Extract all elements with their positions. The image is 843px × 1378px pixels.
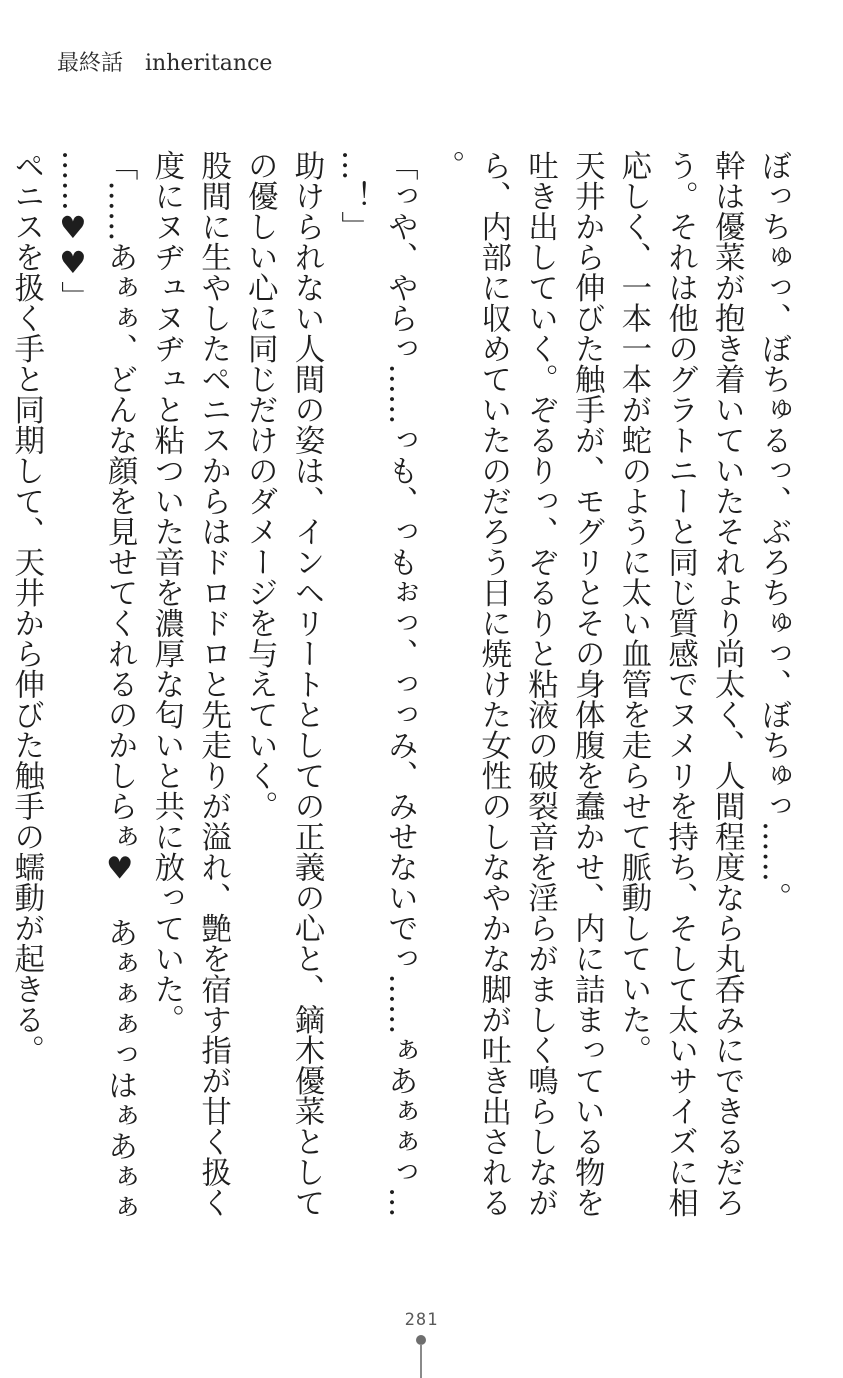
- paragraph: [0, 150, 2, 1245]
- paragraph: 天井から伸びた触手が、モグリとその身体腹を蠢かせ、内に詰まっている物を吐き出していく。ぞるりっ、ぞるりと粘液の破裂音を淫らがましく鳴らしながら、内部に収めていたのだろう日に焼けた女性のしなやかな脚が吐き出される。: [429, 150, 605, 1218]
- page-number: 281: [404, 1310, 439, 1330]
- paragraph: ペニスを扱く手と同期して、天井から伸びた触手の蠕動が起きる。: [8, 150, 44, 1065]
- folio-line: [420, 1344, 422, 1378]
- folio-ornament: [413, 1335, 429, 1378]
- paragraph: 幹は優菜が抱き着いていたそれより尚太く、人間程度なら丸呑みにできるだろう。それは他のグラトニーと同じ質感でヌメリを持ち、そして太いサイズに相応しく、一本一本が蛇のように太い血管を走らせて脈動していた。: [615, 150, 745, 1218]
- vertical-body-text: [8, 150, 796, 1245]
- paragraph: 「……あぁぁ、どんな顔を見せてくれるのかしらぁ♥ あぁぁぁっはぁあぁぁ……♥♥」: [55, 150, 138, 1222]
- paragraph: 「っや、やらっ……っも、っもぉっ、っっみ、みせないでっ……ぁあぁぁっ……！」: [335, 150, 418, 1218]
- paragraph: ぼっちゅっ、ぼちゅるっ、ぶろちゅっ、ぼちゅっ……。: [756, 150, 791, 913]
- paragraph: 助けられない人間の姿は、インヘリートとしての正義の心と、鏑木優菜としての優しい心に同じだけのダメージを与えていく。: [242, 150, 324, 1218]
- paragraph: 股間に生やしたペニスからはドロドロと先走りが溢れ、艶を宿す指が甘く扱く度にヌヂュヌヂュと粘ついた音を濃厚な匂いと共に放っていた。: [148, 150, 231, 1218]
- running-header: 最終話 inheritance: [57, 51, 273, 76]
